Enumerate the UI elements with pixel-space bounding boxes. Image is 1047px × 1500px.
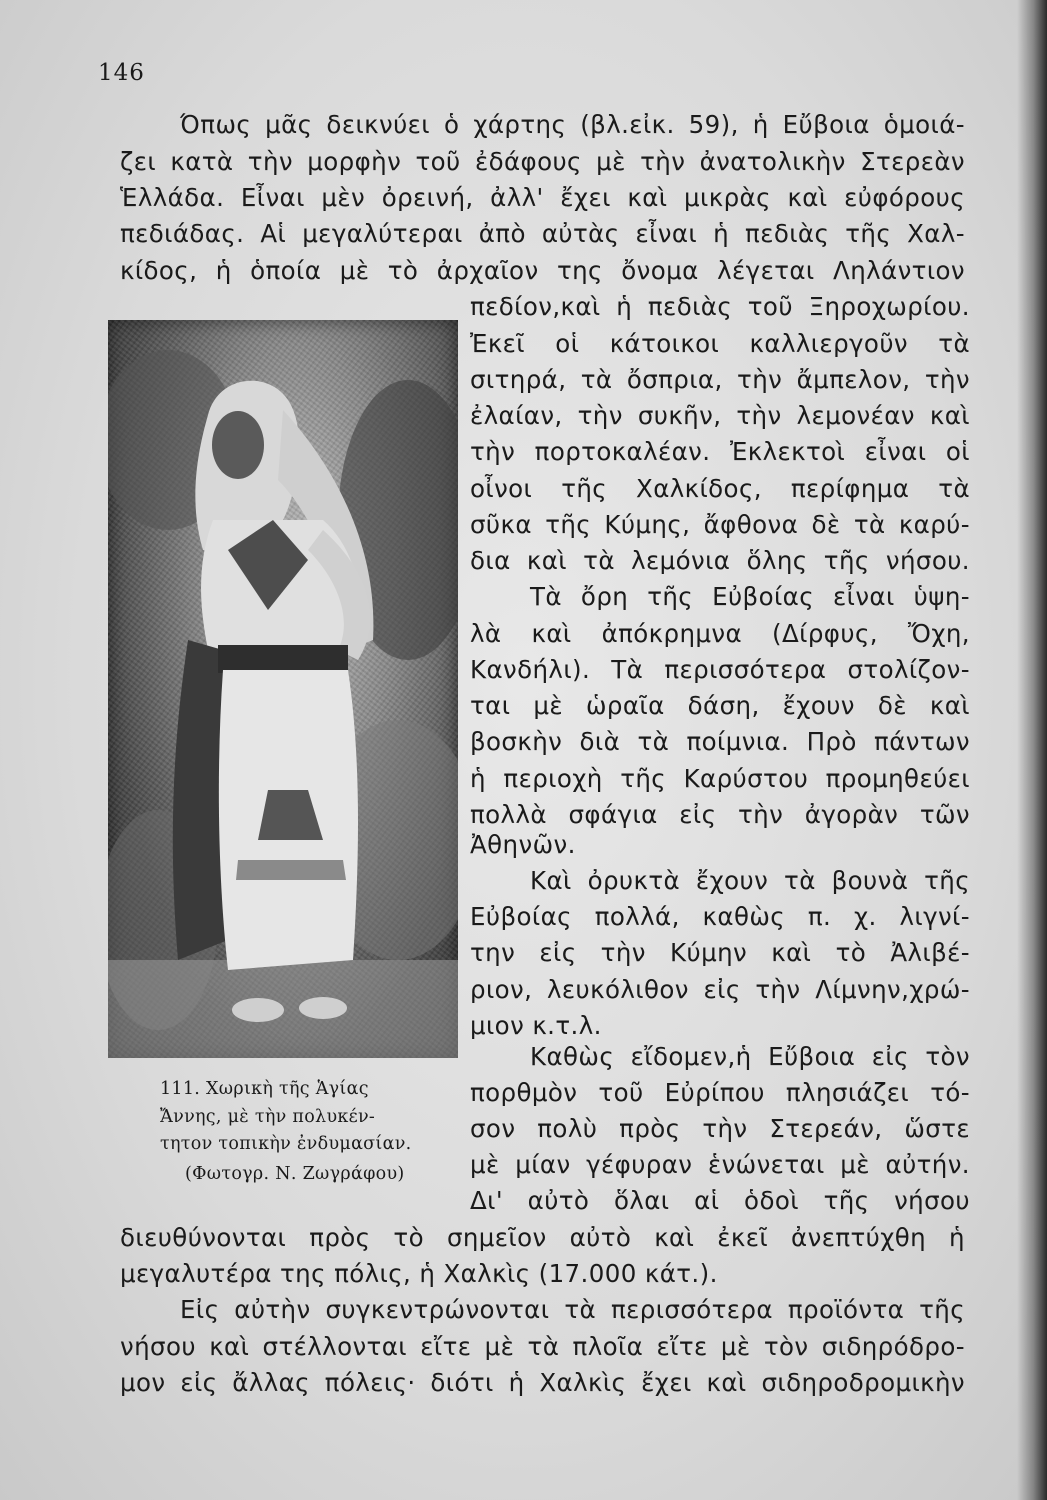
photo-caption-line: 111. Χωρικὴ τῆς Ἁγίας [160, 1079, 369, 1099]
text-line: Ἐκεῖ οἱ κάτοικοι καλλιεργοῦν τὰ [470, 329, 970, 358]
text-line: Ἀθηνῶν. [470, 830, 576, 859]
text-line: μὲ μίαν γέφυραν ἑνώνεται μὲ αὐτήν. [470, 1150, 970, 1179]
text-line: σιτηρά, τὰ ὄσπρια, τὴν ἄμπελον, τὴν [470, 365, 970, 394]
text-line: ριον, λευκόλιθον εἰς τὴν Λίμνην,χρώ- [470, 975, 970, 1004]
text-line: Δι' αὐτὸ ὅλαι αἱ ὁδοὶ τῆς νήσου [470, 1186, 970, 1215]
text-line: ἐλαίαν, τὴν συκῆν, τὴν λεμονέαν καὶ [470, 401, 970, 430]
text-line: πεδίον,καὶ ἡ πεδιὰς τοῦ Ξηροχωρίου. [470, 292, 970, 321]
text-line: Εὐβοίας πολλά, καθὼς π. χ. λιγνί- [470, 902, 970, 931]
text-line: Καθὼς εἴδομεν,ἡ Εὔβοια εἰς τὸν [530, 1042, 970, 1071]
text-line: κίδος, ἡ ὁποία μὲ τὸ ἀρχαῖον της ὄνομα λέγεται Ληλάντιον [120, 256, 965, 285]
photograph-villager-woman [108, 320, 458, 1058]
text-line: Τὰ ὄρη τῆς Εὐβοίας εἶναι ὑψη- [530, 582, 970, 611]
text-line: Κανδήλι). Τὰ περισσότερα στολίζον- [470, 655, 970, 684]
text-line: σῦκα τῆς Κύμης, ἄφθονα δὲ τὰ καρύ- [470, 510, 970, 539]
page-number: 146 [98, 60, 145, 86]
book-spine-shadow [1017, 0, 1047, 1500]
text-line: οἶνοι τῆς Χαλκίδος, περίφημα τὰ [470, 474, 970, 503]
text-line: μιον κ.τ.λ. [470, 1011, 602, 1040]
text-line: σον πολὺ πρὸς τὴν Στερεάν, ὥστε [470, 1114, 970, 1143]
photo-caption-line: Ἄννης, μὲ τὴν πολυκέν- [160, 1107, 376, 1127]
woman-figure-illustration [108, 320, 458, 1058]
text-line: λὰ καὶ ἀπόκρημνα (Δίρφυς, Ὄχη, [470, 619, 970, 648]
text-line: ζει κατὰ τὴν μορφὴν τοῦ ἐδάφους μὲ τὴν ἀνατολικὴν Στερεὰν [120, 147, 965, 176]
text-line: ἡ περιοχὴ τῆς Καρύστου προμηθεύει [470, 764, 970, 793]
text-line: νήσου καὶ στέλλονται εἴτε μὲ τὰ πλοῖα εἴτε μὲ τὸν σιδηρόδρο- [120, 1332, 965, 1361]
text-line: διευθύνονται πρὸς τὸ σημεῖον αὐτὸ καὶ ἐκεῖ ἀνεπτύχθη ἡ [120, 1223, 965, 1252]
text-line: βοσκὴν διὰ τὰ ποίμνια. Πρὸ πάντων [470, 727, 970, 756]
text-line: Εἰς αὐτὴν συγκεντρώνονται τὰ περισσότερα προϊόντα τῆς [180, 1295, 965, 1324]
text-line: Καὶ ὀρυκτὰ ἔχουν τὰ βουνὰ τῆς [530, 866, 970, 895]
text-line: Ἑλλάδα. Εἶναι μὲν ὀρεινή, ἀλλ' ἔχει καὶ μικρὰς καὶ εὐφόρους [120, 183, 965, 212]
text-line: μον εἰς ἄλλας πόλεις· διότι ἡ Χαλκὶς ἔχει καὶ σιδηροδρομικὴν [120, 1368, 965, 1397]
text-line: Όπως μᾶς δεικνύει ὁ χάρτης (βλ.εἰκ. 59), ἡ Εὔβοια ὁμοιά- [180, 110, 965, 139]
text-line: τὴν πορτοκαλέαν. Ἐκλεκτοὶ εἶναι οἱ [470, 437, 970, 466]
text-line: ται μὲ ὡραῖα δάση, ἔχουν δὲ καὶ [470, 691, 970, 720]
text-line: πορθμὸν τοῦ Εὐρίπου πλησιάζει τό- [470, 1078, 970, 1107]
text-line: μεγαλυτέρα της πόλις, ἡ Χαλκὶς (17.000 κάτ.). [120, 1259, 718, 1288]
photo-caption-credit: (Φωτογρ. Ν. Ζωγράφου) [185, 1164, 405, 1184]
photo-caption-line: τητον τοπικὴν ἐνδυμασίαν. [160, 1134, 412, 1154]
text-line: πολλὰ σφάγια εἰς τὴν ἀγορὰν τῶν [470, 800, 970, 829]
text-line: την εἰς τὴν Κύμην καὶ τὸ Ἀλιβέ- [470, 938, 970, 967]
text-line: πεδιάδας. Αἱ μεγαλύτεραι ἀπὸ αὐτὰς εἶναι ἡ πεδιὰς τῆς Χαλ- [120, 219, 965, 248]
text-line: δια καὶ τὰ λεμόνια ὅλης τῆς νήσου. [470, 546, 970, 575]
